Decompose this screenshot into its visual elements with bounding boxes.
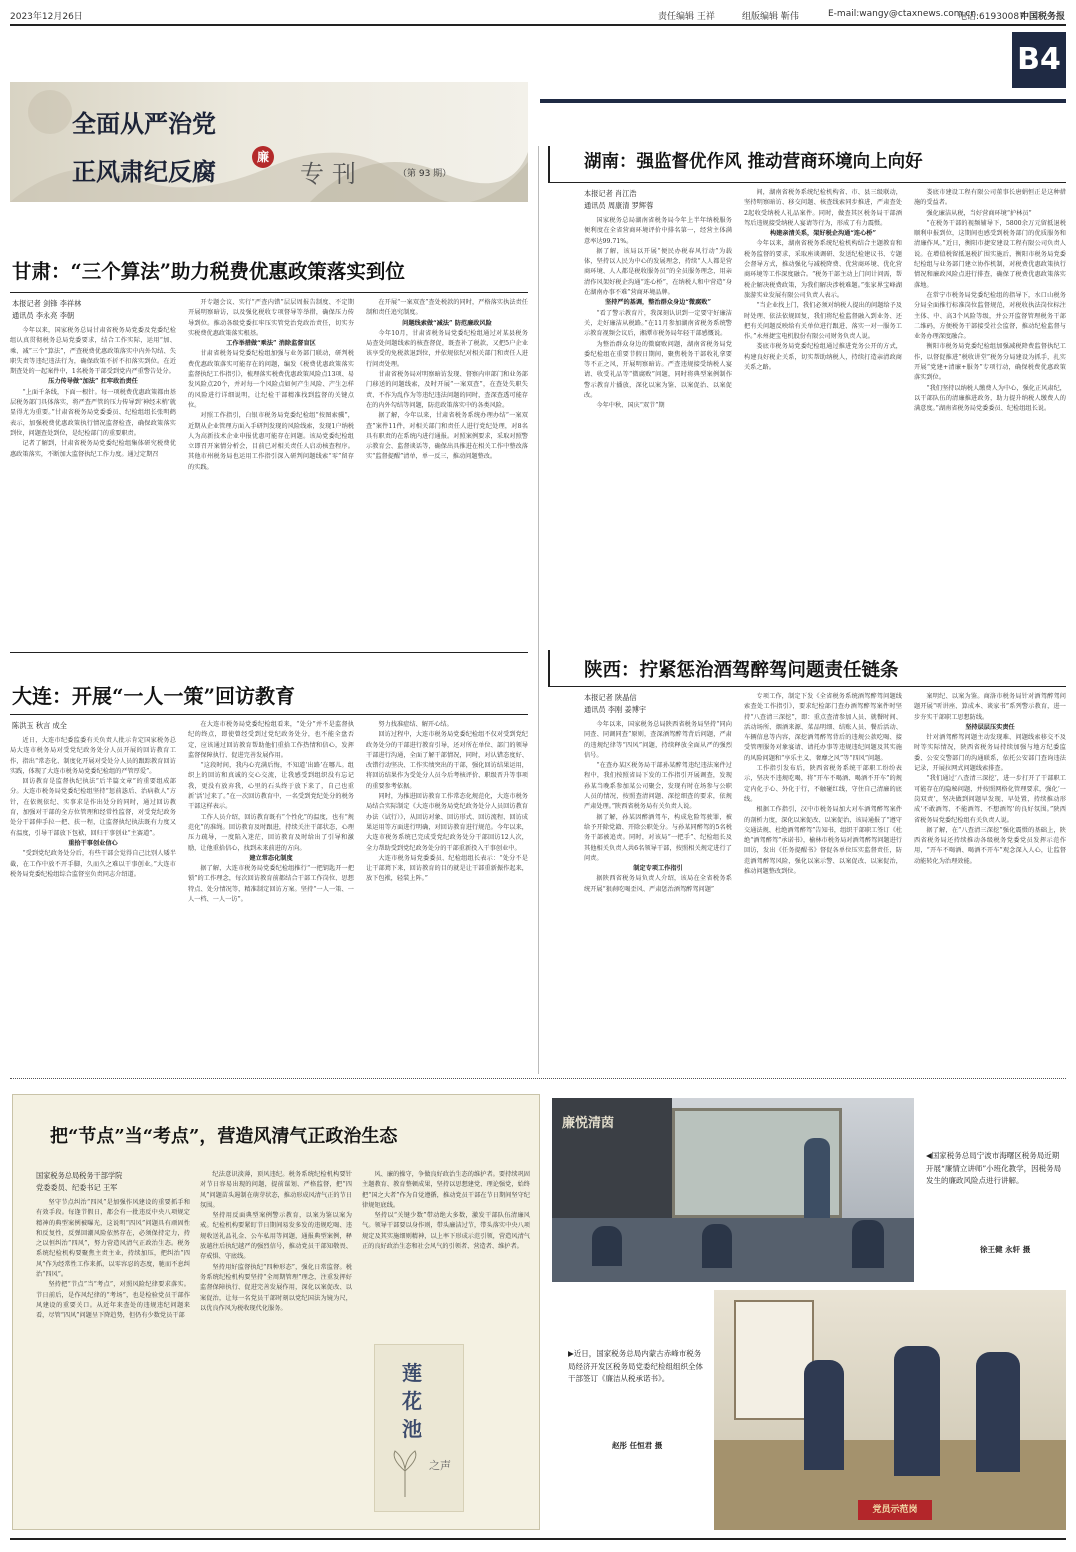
- paragraph: 对照工作指引，白银市税务局党委纪检组“按图索骥”，近期从企业管理方面入手研判发现的风险线索，发现1户纳税人为高新技术企业申报优惠可能存在问题。该局党委纪检组立即召开案情分析会，目前已对相关责任人启动核查程序。其他市州税务局也运用工作指引深入研判问题线索“零”留存的实践。: [188, 412, 354, 471]
- paragraph: 今年以来，国家税务总局陕西省税务局坚持“同向同查、同调同查”原则，查深酒驾醉驾背后问题，严肃的违规纪律等“四风”问题，持续释放全面从严的强烈信号。: [584, 721, 732, 759]
- paragraph: “我们通过‘八查清三深挖’，进一步打开了干部职工可能存在的隐秘问题，并按照网格化管理要求，强化‘一岗双责’，坚决做到问题早发现、早处置，持续推动形成‘不敢酒驾、不能酒驾、不想酒驾’的良好氛围。”陕西省税务局党委纪检组有关负责人说。: [914, 775, 1066, 824]
- email[interactable]: E-mail:wangy@ctaxnews.com.cn: [828, 9, 977, 19]
- dotted-divider: [10, 1078, 1066, 1079]
- paragraph: 坚持用反面典型案例警示教育，以案为鉴以案为戒。纪检机构要紧盯节日期间易发多发的违规吃喝、违规收送礼品礼金、公车私用等问题，通报典型案例，释放越往后执纪越严的强烈信号，推动党员干部知敬畏、存戒惧、守底线。: [200, 1212, 352, 1261]
- paragraph: “当企业找上门，我们必须对纳税人提出的问题给予及时处理、依法依规回复，我们将纪检监督融入到业务、还把有关问题反映给有关单位进行跟进、落实一对一服务工作。”永州捷宝电机股份有限公司财务负责人说。: [744, 302, 902, 341]
- banner-title-2: 正风肃纪反腐: [72, 157, 216, 186]
- paragraph: “这段时间，我内心充满后悔，不知道‘出路’在哪儿。组织上的回访和真诚的交心交流，让我感受到组织没有忘记我，更没有放弃我，心里的石头终于放下来了，自己也重新‘活’过来了。”在一次回访教育中，一名受到党纪处分的税务干部这样表示。: [188, 762, 354, 811]
- shaanxi-rule: [548, 686, 1066, 687]
- header-rule: [10, 24, 1066, 26]
- dalian-col-3: [366, 720, 528, 1066]
- paragraph: 间，湖南省税务系统纪检机构省、市、县三级联动，坚持明察暗访、移交问题、核查线索同步推进，严肃查处2起收受纳税人礼品案件。同时，做查其区税务局干部酒驾后违规接受纳税人宴请等行为，形成了有力震慑。: [744, 189, 902, 227]
- essay-byline-2: 党委委员、纪委书记 王军: [36, 1183, 118, 1192]
- gansu-col-1: [10, 326, 176, 646]
- shaanxi-col-2: [744, 692, 902, 1066]
- paragraph: “上面千条线，下面一根针。每一项税费优惠政策都由基层税务部门具体落实，将严查严管的压力传导到‘神经末梢’就显得尤为重要。”甘肃省税务局党委委员、纪检组组长张明鹤表示，加强税费优惠政策执行情况监督检查，确保政策落实到位，问题查处到位，是纪检部门的重要职责。: [10, 388, 176, 437]
- subheading: 坚持层层压实责任: [965, 723, 1015, 731]
- section-rule: [10, 652, 528, 653]
- shaanxi-headline: 陕西：拧紧惩治酒驾醉驾问题责任链条: [584, 660, 899, 681]
- paragraph: 坚持用好监督执纪“四种形态”，强化日常监督。税务系统纪检机构要坚持“全周期管理”理念，注重发挥好监督保障执行、促进完善发展作用，深化以案促改、以案促治，让每一名党员干部时刻以党纪国法为镜为尺，以优良作风为税收现代化服务。: [200, 1263, 352, 1312]
- essay-headline: 把“节点”当“考点”，营造风清气正政治生态: [50, 1126, 398, 1147]
- paragraph: 近日，大连市纪委监委有关负责人批示肯定国家税务总局大连市税务局对受党纪政务处分人员开展的回访教育工作，指出“常态化、制度化开展对受处分人员的跟踪教育回访实践，体现了大连市税务局党委纪检组的严管厚爱”。: [10, 737, 176, 775]
- paragraph: 今年以来，湖南省税务系统纪检机构结合主题教育和税务监督的要求，采取座谈调研、发送纪检建议书、专题会督导方式，推动强化与减税降费、优营商环境、优化营商环境等工作深度融合。“税务干部主动上门问计问需，帮税企解决税费政策，为我们解决涉税难题。”张家界宝峰湖旅游实业发展有限公司负责人表示。: [744, 240, 902, 299]
- seal-icon: 廉: [252, 146, 274, 168]
- hunan-col-2: [744, 188, 902, 636]
- paragraph: 据了解，今年以来，甘肃省税务系统办理办结“一案双查”案件11件，对相关部门和责任人进行党纪处理，对8名具有职责的在系统内进行通报。对照案例要求，采取对照警示教育会、监督谈话等，确保出具推进在相关工作中整改落实“监督提醒”清单，单一反三，推动问题整改。: [366, 412, 528, 461]
- paragraph: 在开展“一案双查”查处税款的同时，严格落实执法责任制和责任追究制度。: [366, 299, 528, 317]
- photo-1-credit: 徐王健 永轩 摄: [980, 1245, 1031, 1254]
- shaanxi-left-bar: [548, 650, 550, 686]
- paragraph: 努力找准症结、解开心结。: [378, 721, 453, 728]
- column-banner: [10, 82, 528, 202]
- paragraph: 案明纪、以案为鉴。商洛市税务局针对酒驾醉驾问题开展“听讲座、算成本、谈家书”系列警示教育，进一步夯实干部职工思想防线。: [914, 693, 1066, 721]
- photo-sign: 廉悦清茵: [562, 1116, 615, 1131]
- photo-2-credit: 赵彤 任恒君 摄: [612, 1441, 663, 1450]
- paragraph: 据了解，该局以开展“便民办税春风行动”为载体，坚持以人民为中心的发展理念，持续“人人都是营商环境、人人都是税收服务员”的全员服务理念，用亲清作风架好税企沟通“连心桥”，在纳税人和中营造“身在湖南办事不难”营商环境品牌。: [584, 247, 732, 297]
- hunan-byline-1: 本报记者 肖江浩: [584, 189, 637, 198]
- dalian-col-1: [10, 736, 176, 1066]
- paragraph: 大连市税务局党委委员、纪检组组长表示：“处分不是让干部蔫下来，回访教育的目的就是让干部重新振作起来，放下包袱，轻装上阵。”: [366, 854, 528, 883]
- paragraph: “受到党纪政务处分后，有些干部会觉得自己比别人矮半截，在工作中放不开手脚，久而久之难以干事创业。”大连市税务局党委纪检组综合监督室负责同志介绍道。: [10, 850, 176, 878]
- paragraph: “看了警示教育片，我深刻认识到一定要守好廉洁关，走好廉洁从税路。”在11月参加湖南省税务系统警示教育视频会议后，湘潭市税务局年轻干部感慨说。: [584, 309, 732, 338]
- paragraph: 纪法意识淡薄，顶风违纪。税务系统纪检机构要针对节日容易出现的问题，提前谋划、严格监督，把“四风”问题苗头遏制在萌芽状态，推动形成风清气正的节日氛围。: [200, 1171, 352, 1209]
- page-header: [10, 6, 1066, 24]
- column-tag-sub: 之声: [429, 1459, 451, 1472]
- paragraph: 今年以来，国家税务总局甘肃省税务局党委及党委纪检组认真贯彻税务总局党委要求，结合工作实际，运用“加、乘、减”三个“算法”，严查税费优惠政策落实中内外勾结、失职失责等违纪违法行为，确保政策不折不扣落实到位。在近期查处的一起案件中，1名税务干部受到党内严重警告处分。: [10, 327, 176, 376]
- dalian-col-2: [188, 720, 354, 1066]
- banner-title-1: 全面从严治党: [72, 109, 216, 138]
- issue-date: 2023年12月26日: [10, 12, 83, 22]
- shaanxi-byline-2: 通讯员 李刚 姜博宇: [584, 705, 647, 714]
- photo-nameplate: 党员示范岗: [858, 1500, 932, 1520]
- gansu-col-2: [188, 298, 354, 646]
- paragraph: 据了解，孙某因醉酒驾车，构成危险驾驶罪，被给予开除党籍、开除公职处分。与孙某同醉驾的5名税务干部被追责。同时，对该局“一把手”、纪检组长及其他相关负责人共6名领导干部，按照相关规定进行了问责。: [584, 813, 732, 862]
- dalian-byline: 陈洪玉 秋言 成全: [12, 721, 67, 730]
- subheading: 工作举措做“乘法” 消除监督盲区: [226, 340, 316, 348]
- paragraph: 根据工作指引，汉中市税务局加大对车酒驾醉驾案件的剖析力度，深化以案促改、以案促治，该局通报了“遵守交通法规、杜绝酒驾醉驾”告知书，组织干部职工签订《杜绝“酒驾醉驾”承诺书》，榆林市税务局对酒驾醉驾问题进行回访，发出《任务提醒书》督促各单位压实监督责任，防范酒驾醉驾风险，强化以案示警、以案促改、以案促治，推动问题整改到位。: [744, 806, 902, 876]
- subheading: 问题线索做“减法” 防范廉政风险: [402, 319, 492, 327]
- newspaper-name: 中国税务报: [1020, 12, 1066, 22]
- paragraph: 据了解，在“八查清三深挖”强化震慑的基础上，陕西省税务局还持续推动各级税务党委党员发挥示范作用，“开车不喝酒、喝酒不开车”观念深入人心，让监督动能转化为治理效能。: [914, 826, 1066, 865]
- gansu-col-3: [366, 298, 528, 646]
- shaanxi-col-1: [584, 720, 732, 1066]
- photo-1-caption: ◀国家税务总局宁波市海曙区税务局近期开展“廉情立讲师”小班化教学，因税务局发生的廉政风险点进行讲解。: [926, 1151, 1062, 1185]
- paragraph: 风、廉的操守，争做良好政治生态的维护者。要持续巩固主题教育、教育整顿成果，坚持以思想建党、理论强党，始终把“国之大者”作为自觉遵循，推动党员干部在节日期间坚守纪律规矩底线。: [362, 1171, 530, 1209]
- banner-special: 专刊: [300, 160, 364, 188]
- paragraph: 坚持以“关键少数”带动绝大多数，激发干部队伍清廉风气。领导干部要以身作则，带头廉洁过节，带头落实中央八项规定及其实施细则精神，以上率下形成示范引领，营造风清气正的良好政治生态和社会风气的引领者、营造者、维护者。: [362, 1212, 530, 1251]
- photo-2-caption: ▶近日，国家税务总局内蒙古赤峰市税务局经济开发区税务局党委纪检组组织全体干部签订《廉洁从税承诺书》。: [568, 1349, 703, 1383]
- shaanxi-col-3: [914, 692, 1066, 1066]
- column-tag-box: [374, 1344, 464, 1512]
- hunan-rule: [548, 182, 1066, 183]
- paragraph: 同时，为推进回访教育工作常态化规范化，大连市税务局结合实际制定《大连市税务局党纪政务处分人员回访教育办法（试行）》，从回访对象、回访形式、回访流程、回访成果运用等方面进行明确，对回访教育进行规范。今年以来，大连市税务系统已完成受党纪政务处分干部回访12人次，全力帮助受到党纪政务处分的干部重新投入干事创业中。: [366, 793, 528, 852]
- photo-classroom: [552, 1098, 914, 1282]
- paragraph: 据陕西省税务局负责人介绍，该局在全省税务系统开展“狠刹吃喝歪风、严肃惩治酒驾醉驾问题”: [584, 875, 732, 893]
- essay-byline-1: 国家税务总局税务干部学院: [36, 1171, 123, 1180]
- subheading: 构建亲清关系，架好税企沟通“连心桥”: [769, 230, 877, 238]
- dalian-headline: 大连：开展“一人一策”回访教育: [12, 684, 296, 708]
- paragraph: 娄底市建设工程有限公司董事长唐娟恒正是这种措施的受益者。: [914, 189, 1066, 207]
- paragraph: 强化廉洁从税，当好营商环境“护林员”: [926, 209, 1032, 217]
- column-tag-title: 莲花池: [402, 1361, 422, 1441]
- subheading: 制定专项工作指引: [633, 865, 683, 873]
- paragraph: “在税务干部的视频辅导下，5800余万元留抵退税顺利申报到位，这期间也感受到税务部门的优质服务和清廉作风。”近日，衡阳市捷安建设工程有限公司负责人说。在增值税留抵退税扩围实施后，衡阳市税务局党委纪检组与业务部门建立协作机制，对税费优惠政策执行情况和廉政风险点进行排查，确保了税费优惠政策落实落地。: [914, 219, 1066, 289]
- paragraph: 工作指引发布后，陕西省税务系统干部职工纷纷表示，坚决不违规吃喝，将“开车不喝酒、喝酒不开车”的规定内化于心、外化于行，不触碰红线，守住自己清廉的底线。: [744, 765, 902, 803]
- hunan-left-bar: [548, 146, 550, 182]
- paragraph: 工作人员介绍，回访教育既有“个性化”的温度，也有“规范化”的准绳。回访教育及时跟进，持续关注干部状态，心理压力疏导，一度陷入迷茫，回访教育及时给出了引导和激励，让他重拾信心，找到未来前进的方向。: [188, 813, 354, 852]
- paragraph: 在常宁市税务局党委纪检组的指导下，水口山税务分局全面推行标准岗位监督规范，对税收执法岗位标注主体、中、高3个风险等级，并公开监督管理税务干部二维码，方便税务干部接受社会监督，推动纪检监督与业务办理深度融合。: [914, 291, 1066, 341]
- editor-credit: 责任编辑 王祥: [658, 12, 715, 22]
- hunan-col-3: [914, 188, 1066, 636]
- shaanxi-byline-1: 本报记者 陕晶信: [584, 693, 637, 702]
- paragraph: 国家税务总局湖南省税务局今年上半年纳税服务便利度在全省营商环境评价中排名第一，经营主体满意率达99.71%。: [584, 217, 732, 245]
- gansu-byline-1: 本报记者 剑锋 李祥林: [12, 299, 82, 308]
- paragraph: 在大连市税务局党委纪检组看来，“处分”并不是监督执纪的终点，即使曾经受到过党纪政务处分，也不能全盘否定，应该通过回访教育帮助他们重拾工作热情和信心，发挥监督保障执行、促进完善发展作用。: [188, 721, 354, 759]
- top-right-bar: [540, 99, 1066, 103]
- hunan-headline: 湖南：强监督优作风 推动营商环境向上向好: [584, 152, 923, 172]
- paragraph: “我们坚持以纳税人缴费人为中心，强化正风肃纪，以干部队伍的清廉推进政务，助力提升纳税人缴费人的满意度。”湖南省税务局党委委员、纪检组组长说。: [914, 384, 1066, 413]
- paragraph: 甘肃省税务局党委纪检组加强与业务部门联动，研判税费优惠政策落实可能存在的问题，编发《税费优惠政策落实监督执纪工作指引》，梳理落实税费优惠政策风险点13项、易发风险点20个，并对每一个风险点如何产生风险、产生怎样的风险进行详细说明，让纪检干部精准找到监督的关键点位。: [188, 350, 354, 409]
- paragraph: 坚持把“节点”当“考点”，对照风险纪律要求落实。节日前后，是作风纪律的“考场”，也是检验党员干部作风建设的重要关口。从近年来查处的违规违纪问题来看，尽管“四风”问题呈下降趋势，但仍有少数党员干部: [36, 1281, 190, 1320]
- dalian-rule: [10, 714, 528, 715]
- photo-signing: [714, 1290, 1066, 1530]
- paragraph: 今年10月，甘肃省税务局党委纪检组通过对某县税务局查处问题线索的核查督促，既查补了税款，又把5户企业该享受的免税款退到位，并依规依纪对相关部门和责任人进行问责处理。: [366, 329, 528, 368]
- paragraph: 为整治群众身边的微腐败问题，湖南省税务局党委纪检组在重要节假日期间，聚焦税务干部收礼拿要等不正之风，开展明察暗访。严查违规接受纳税人宴请、收受礼品等“微腐败”问题，同时将典型案例制作警示教育片播放，深化以案为鉴、以案促治、以案促改。: [584, 340, 732, 400]
- subheading: 坚持严的基调，整治群众身边“微腐败”: [604, 299, 712, 307]
- paragraph: 据了解，大连市税务局党委纪检组推行“一把钥匙开一把锁”的工作理念，每次回访教育前都结合干部工作岗位、思想特点、处分情况等，精准制定回访方案。坚持“一人一策、一人一档、一人一访”。: [188, 865, 354, 904]
- paragraph: 回访教育是监督执纪执法“后半篇文章”的重要组成部分。大连市税务局党委纪检组坚持“惩前毖后、治病救人”方针，在依规依纪、实事求是作出处分的同时，通过回访教育，加强对干部的全方位管理和经常性监督，对受党纪政务处分干部伸手拉一把、扶一程，让监督执纪执法既有力度又有温度，引导干部放下包袱，回归干事创业“主赛道”。: [10, 778, 176, 837]
- gansu-rule: [10, 292, 528, 293]
- paragraph: 针对酒驾醉驾问题主动发现难、问题线索移交不及时等实际情况，陕西省税务局持续加强与地方纪委监委、公安交警部门的沟通联系，依托公安部门查询违法记录，开展拉网式问题线索排查。: [914, 734, 1066, 773]
- gansu-headline: 甘肃：“三个算法”助力税费优惠政策落实到位: [12, 260, 405, 283]
- paragraph: 开专题会议、实行“严查内错”层层周报告制度、不定期开展明察暗访，以及强化税收专项督导等举措，确保压力传导到位。推动各级党委扛牢压实管党治党政治责任，切实夯实税费优惠政策落实根基。: [188, 299, 354, 337]
- banner-issue: （第 93 期）: [398, 169, 452, 179]
- paragraph: 娄底市税务局党委纪检组通过推进党务公开的方式，构建良好税企关系，切实帮助纳税人，持续打造亲清政商关系之路。: [744, 343, 902, 372]
- footer-rule: [10, 1538, 1066, 1540]
- column-divider: [538, 146, 539, 1074]
- designer-credit: 组版编辑 靳伟: [742, 12, 799, 22]
- essay-col-3: [362, 1170, 530, 1340]
- paragraph: 回访过程中，大连市税务局党委纪检组不仅对受到党纪政务处分的干部进行教育引导，还对所在单位、部门的领导干部进行沟通，全面了解干部情况，同时，对认错态度好、改错行动坚决、工作实绩突出的干部，强化回访结果运用，将回访结果作为受处分人员今后考核评价、职级晋升等事项的重要参考依据。: [366, 731, 528, 790]
- phone: 电话:61930087: [958, 12, 1025, 22]
- paragraph: “在查办某区税务局干部孙某醉驾违纪违法案件过程中，我们按照省局下发的工作指引开展调查，发现孙某当晚系参加某公司聚会，发现有时在场参与公职人员的情况，按照查清问题、深挖细查的要求，依规严肃处理。”陕西省税务局有关负责人说。: [584, 762, 732, 811]
- hunan-col-1: [584, 216, 732, 636]
- paragraph: 衡阳市税务局党委纪检组加强减税降费监督执纪工作，以督促推进“税收讲堂”税务分局建设为抓手，扎实开展“党建+清廉+服务”专项行动，确保税费优惠政策落实到位。: [914, 343, 1066, 382]
- paragraph: 今年中秋、国庆“双节”期: [596, 402, 665, 410]
- page-number-badge: B4: [1012, 32, 1066, 88]
- subheading: 重拾干事创业信心: [68, 839, 118, 847]
- paragraph: 坚守节点纠治“四风”是加强作风建设的重要抓手和有效手段。每逢节假日，都会有一批违反中央八项规定精神的典型案例被曝光，这说明“四风”问题具有顽固性和反复性，反弹回潮风险依然存在，必须保持定力，持之以恒纠治“四风”，努力营造风清气正政治生态。税务系统纪检机构要聚焦主责主业，持续加压，把纠治“四风”作为经常性工作来抓，以零容忍的态度，驰而不息纠治“四风”。: [36, 1199, 190, 1279]
- subheading: 建立常态化制度: [249, 854, 293, 862]
- lotus-icon: [385, 1449, 425, 1499]
- gansu-byline-2: 通讯员 李永亮 李朝: [12, 311, 75, 320]
- speaker-figure: [804, 1138, 830, 1228]
- paragraph: 专项工作，制定下发《全省税务系统酒驾醉驾问题线索查处工作指引》，要求纪检部门查办酒驾醉驾案件时坚持“八查清三深挖”，即：重点查清参加人员、就餐时间、活动场所、烟酒来源、菜品明细、结账人员、餐后活动、车辆信息等内容，深挖酒驾醉驾背后的违规公款吃喝、接受管理服务对象宴请、请托办事等违规违纪问题及其实施的风险问题和“享乐主义、奢靡之风”等“四风”问题。: [744, 693, 902, 762]
- subheading: 压力传导做“加法” 扛牢政治责任: [48, 378, 138, 386]
- paragraph: 甘肃省税务局对明察暗访发现、督察内审部门和业务部门移送的问题线索，及时开展“一案双查”，在查处失职失责、不作为乱作为等违纪违法问题的同时，查深查透可能存在的内外勾结等问题，防范政策落实中的各类风险。: [366, 371, 528, 409]
- hunan-byline-2: 通讯员 周康清 罗辉蓉: [584, 201, 654, 210]
- essay-col-1: [36, 1198, 190, 1524]
- essay-col-2: [200, 1170, 352, 1524]
- paragraph: 记者了解到，甘肃省税务局党委纪检组集体研究税费优惠政策落实，不断加大监督执纪工作力度。通过定期召: [10, 440, 176, 458]
